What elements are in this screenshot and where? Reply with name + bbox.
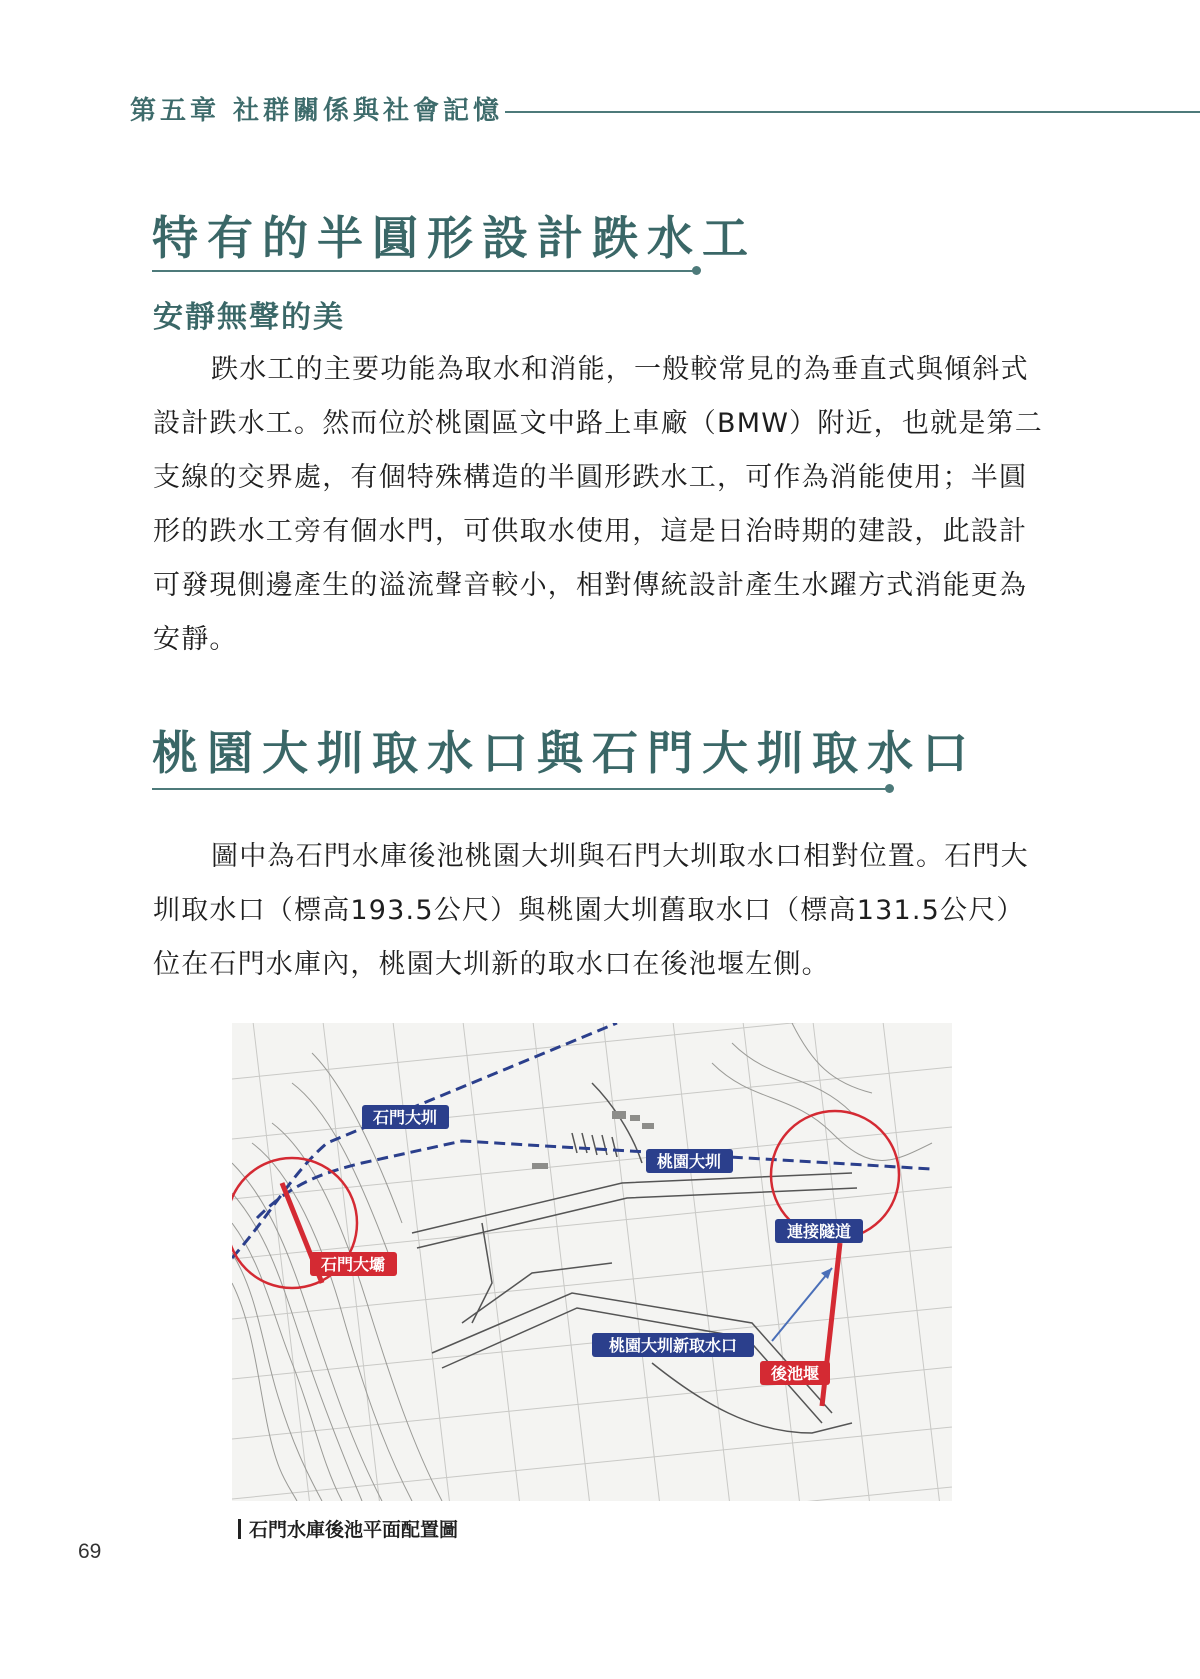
reservoir-map-figure (232, 1023, 952, 1501)
section-title-2: 桃園大圳取水口與石門大圳取水口 (152, 726, 977, 780)
svg-text:石門大圳: 石門大圳 (372, 1108, 438, 1127)
intake-arrow-head (821, 1268, 832, 1279)
label-shimen-canal (362, 1105, 449, 1129)
reservoir-map-svg (232, 1023, 952, 1501)
label-taoyuan-canal (646, 1149, 733, 1173)
svg-text:後池堰: 後池堰 (770, 1364, 820, 1383)
svg-text:桃園大圳新取水口: 桃園大圳新取水口 (608, 1336, 738, 1355)
figure-caption (238, 1515, 458, 1542)
shimen-canal-route (232, 1023, 617, 1258)
caption-bar (238, 1519, 241, 1539)
section-subtitle: 安靜無聲的美 (153, 300, 345, 335)
page-number: 69 (78, 1540, 102, 1563)
section2-paragraph: 圖中為石門水庫後池桃園大圳與石門大圳取水口相對位置。石門大圳取水口（標高193.5公尺）與桃園大圳舊取水口（標高131.5公尺）位在石門水庫內，桃園大圳新的取水口在後池堰左側。 (153, 841, 1029, 980)
svg-text:桃園大圳: 桃園大圳 (656, 1152, 722, 1171)
intake-arrow (772, 1268, 832, 1341)
svg-text:連接隧道: 連接隧道 (786, 1222, 852, 1241)
label-connecting-tunnel (775, 1219, 863, 1243)
label-new-intake (592, 1333, 754, 1357)
figure-caption-text: 石門水庫後池平面配置圖 (249, 1519, 459, 1541)
label-shimen-dam (310, 1252, 397, 1276)
svg-text:石門大壩: 石門大壩 (320, 1255, 386, 1274)
section-title-rule-1 (152, 270, 697, 272)
section-title-1: 特有的半圓形設計跌水工 (152, 211, 757, 265)
chapter-header: 第五章 社群關係與社會記憶 (130, 96, 504, 126)
header-rule (505, 111, 1200, 113)
section1-paragraph: 跌水工的主要功能為取水和消能，一般較常見的為垂直式與傾斜式設計跌水工。然而位於桃園區文中路上車廠（BMW）附近，也就是第二支線的交界處，有個特殊構造的半圓形跌水工，可作為消能使用；半圓形的跌水工旁有個水門，可供取水使用，這是日治時期的建設，此設計可發現側邊產生的溢流聲音較小，相對傳統設計產生水躍方式消能更為安靜。 (153, 354, 1043, 655)
section-title-rule-2 (152, 788, 890, 790)
label-weir (760, 1361, 830, 1385)
